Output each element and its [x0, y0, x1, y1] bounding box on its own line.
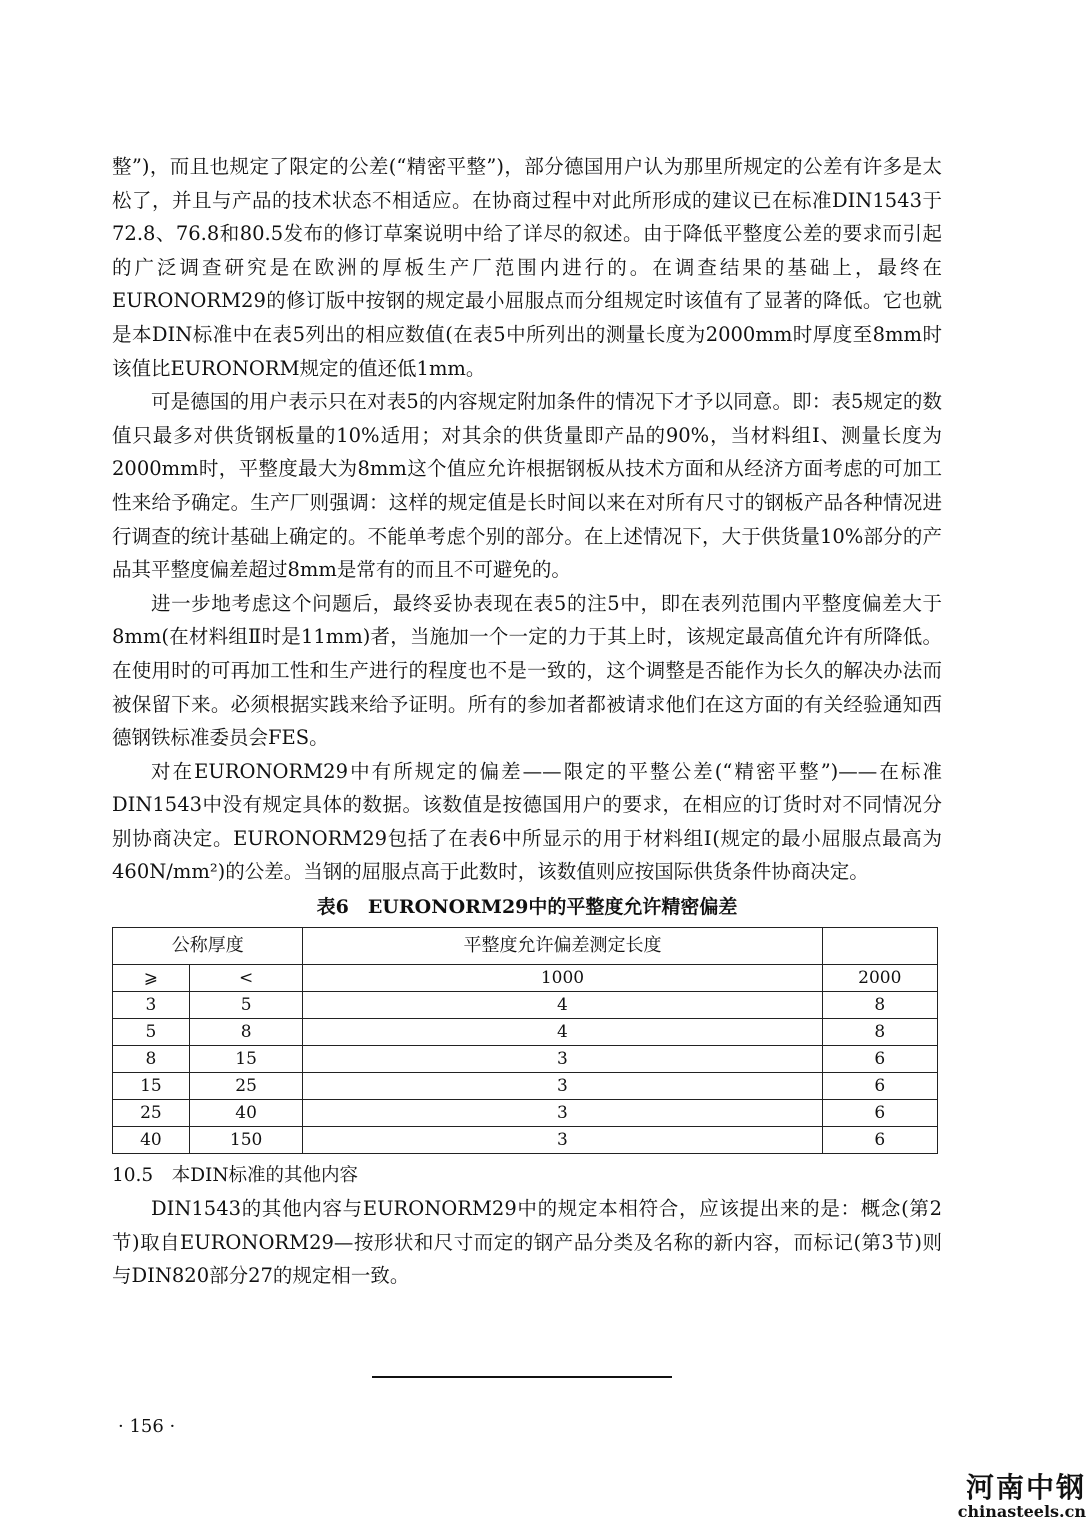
header-blank — [822, 928, 937, 965]
subheader-cell: 2000 — [822, 965, 937, 992]
table-cell: 6 — [822, 1100, 937, 1127]
subheader-cell: 1000 — [303, 965, 822, 992]
page-number: · 156 · — [118, 1416, 176, 1437]
table-cell: 3 — [303, 1127, 822, 1154]
table-cell: 8 — [189, 1019, 303, 1046]
subheader-cell: < — [189, 965, 303, 992]
table-cell: 3 — [303, 1046, 822, 1073]
page-body — [112, 150, 942, 1293]
tolerance-table — [112, 927, 938, 1154]
paragraph-1: 整”)，而且也规定了限定的公差(“精密平整”)，部分德国用户认为那里所规定的公差有许多是太松了，并且与产品的技术状态不相适应。在协商过程中对此所形成的建议已在标准DIN1543于72.8、76.8和80.5发布的修订草案说明中给了详尽的叙述。由于降低平整度公差的要求而引起的广泛调查研究是在欧洲的厚板生产厂范围内进行的。在调查结果的基础上，最终在EURONORM29的修订版中按钢的规定最小屈服点而分组规定时该值有了显著的降低。它也就是本DIN标准中在表5列出的相应数值(在表5中所列出的测量长度为2000mm时厚度至8mm时该值比EURONORM规定的值还低1mm。 — [112, 155, 942, 380]
table-cell: 15 — [113, 1073, 190, 1100]
table-cell: 8 — [822, 992, 937, 1019]
table-cell: 4 — [303, 1019, 822, 1046]
table-row — [113, 1019, 938, 1046]
table-row — [113, 992, 938, 1019]
table-subheader-row — [113, 965, 938, 992]
table-cell: 3 — [303, 1073, 822, 1100]
table-header-row — [113, 928, 938, 965]
table-cell: 6 — [822, 1046, 937, 1073]
watermark-cn: 河南中钢 — [965, 1471, 1086, 1504]
table-cell: 4 — [303, 992, 822, 1019]
table-cell: 3 — [303, 1100, 822, 1127]
table-cell: 150 — [189, 1127, 303, 1154]
table-cell: 6 — [822, 1073, 937, 1100]
watermark-logo — [958, 1473, 1086, 1521]
table-cell: 25 — [189, 1073, 303, 1100]
subheader-cell: ⩾ — [113, 965, 190, 992]
header-measuring-length: 平整度允许偏差测定长度 — [303, 928, 822, 965]
table-cell: 3 — [113, 992, 190, 1019]
table-cell: 8 — [822, 1019, 937, 1046]
paragraph-3: 进一步地考虑这个问题后，最终妥协表现在表5的注5中，即在表列范围内平整度偏差大于8mm(在材料组Ⅱ时是11mm)者，当施加一个一定的力于其上时，该规定最高值允许有所降低。在使用时的可再加工性和生产进行的程度也不是一致的，这个调整是否能作为长久的解决办法而被保留下来。必须根据实践来给予证明。所有的参加者都被请求他们在这方面的有关经验通知西德钢铁标准委员会FES。 — [112, 591, 942, 750]
table-cell: 5 — [113, 1019, 190, 1046]
section-paragraph: DIN1543的其他内容与EURONORM29中的规定本相符合，应该提出来的是：概念(第2节)取自EURONORM29—按形状和尺寸而定的钢产品分类及名称的新内容，而标记(第3节)则与DIN820部分27的规定相一致。 — [112, 1197, 943, 1288]
paragraph-4: 对在EURONORM29中有所规定的偏差——限定的平整公差(“精密平整”)——在标准DIN1543中没有规定具体的数据。该数值是按德国用户的要求，在相应的订货时对不同情况分别协商决定。EURONORM29包括了在表6中所显示的用于材料组Ⅰ(规定的最小屈服点最高为460N/mm²)的公差。当钢的屈服点高于此数时，该数值则应按国际供货条件协商决定。 — [112, 759, 942, 884]
table-cell: 40 — [113, 1127, 190, 1154]
table-row — [113, 1073, 938, 1100]
paragraph-2: 可是德国的用户表示只在对表5的内容规定附加条件的情况下才予以同意。即：表5规定的数值只最多对供货钢板量的10%适用；对其余的供货量即产品的90%，当材料组Ⅰ、测量长度为2000mm时，平整度最大为8mm这个值应允许根据钢板从技术方面和从经济方面考虑的可加工性来给予确定。生产厂则强调：这样的规定值是长时间以来在对所有尺寸的钢板产品各种情况进行调查的统计基础上确定的。不能单考虑个别的部分。在上述情况下，大于供货量10%部分的产品其平整度偏差超过8mm是常有的而且不可避免的。 — [112, 390, 942, 582]
header-nominal-thickness: 公称厚度 — [113, 928, 303, 965]
table-caption: 表6 EURONORM29中的平整度允许精密偏差 — [316, 896, 738, 919]
table-cell: 8 — [113, 1046, 190, 1073]
table-row — [113, 1127, 938, 1154]
section-heading: 10.5 本DIN标准的其他内容 — [112, 1165, 359, 1187]
footer-rule — [372, 1376, 672, 1378]
table-row — [113, 1046, 938, 1073]
watermark-en: chinasteels.cn — [957, 1502, 1086, 1521]
table-row — [113, 1100, 938, 1127]
table-cell: 6 — [822, 1127, 937, 1154]
table-cell: 15 — [189, 1046, 303, 1073]
table-cell: 5 — [189, 992, 303, 1019]
table-cell: 25 — [113, 1100, 190, 1127]
table-cell: 40 — [189, 1100, 303, 1127]
